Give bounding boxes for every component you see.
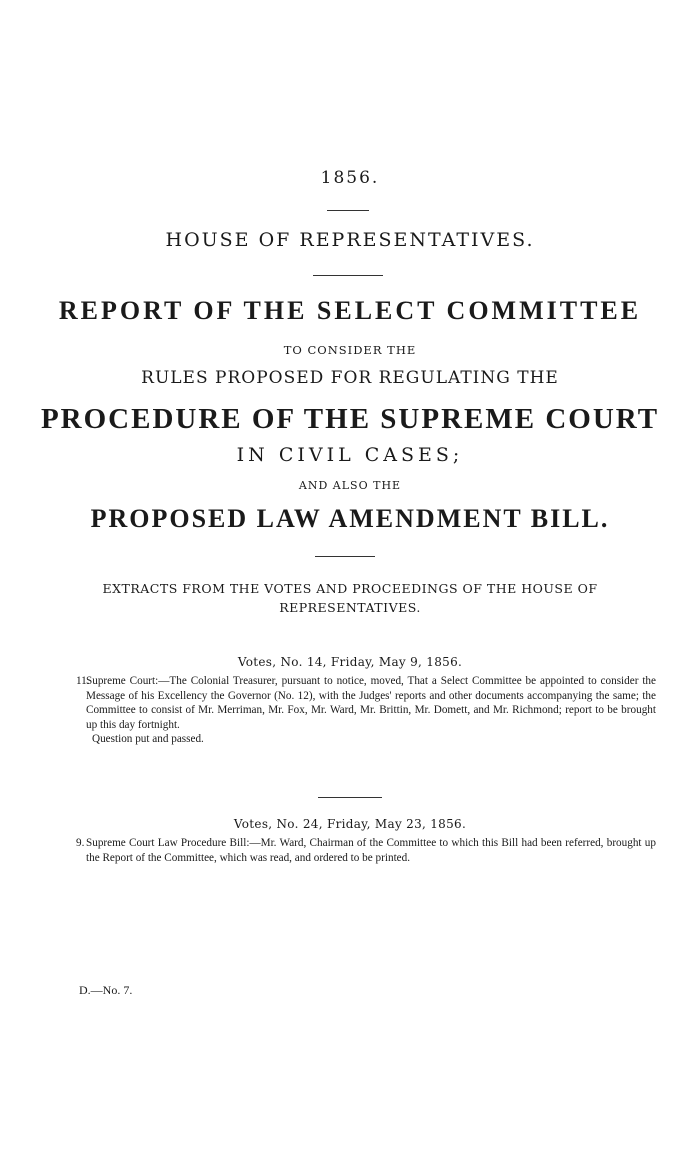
votes-entry [76, 674, 656, 747]
divider [318, 797, 382, 798]
extracts-heading [0, 579, 700, 617]
extracts-line-2: REPRESENTATIVES. [279, 600, 421, 615]
bill-title: PROPOSED LAW AMENDMENT BILL. [90, 504, 610, 533]
divider [315, 556, 375, 557]
year: 1856. [320, 168, 380, 188]
document-reference: D.—No. 7. [79, 983, 133, 997]
entry-number: 9. [76, 837, 85, 849]
votes-entry [76, 836, 656, 865]
extracts-line-1: EXTRACTS FROM THE VOTES AND PROCEEDINGS OF THE HOUSE OF [102, 581, 598, 596]
votes-heading: Votes, No. 24, Friday, May 23, 1856. [233, 817, 467, 831]
entry-text: Supreme Court:—The Colonial Treasurer, pursuant to notice, moved, That a Select Committee be appointed to consider the Message of his Excellency the Governor (No. 12), with the Judges' reports and other documents accompanying the same; the Committee to consist of Mr. Merriman, Mr. Fox, Mr. Ward, Mr. Brittin, Mr. Domett, and Mr. Richmond; report to be brought up this day fortnight. [86, 675, 656, 731]
civil-cases-line: IN CIVIL CASES; [236, 444, 464, 466]
divider [327, 210, 369, 211]
title-subline: TO CONSIDER THE [283, 343, 417, 357]
entry-number: 11. [76, 675, 90, 687]
procedure-title: PROCEDURE OF THE SUPREME COURT [40, 403, 660, 435]
entry-text: Supreme Court Law Procedure Bill:—Mr. Ward, Chairman of the Committee to which this Bill had been referred, brought up the Report of the Committee, which was read, and ordered to be printed. [86, 837, 656, 864]
title-rules-line: RULES PROPOSED FOR REGULATING THE [141, 368, 559, 388]
title-and-also: AND ALSO THE [298, 479, 402, 492]
entry-note: Question put and passed. [92, 733, 204, 745]
report-title: REPORT OF THE SELECT COMMITTEE [58, 296, 642, 325]
house-heading: HOUSE OF REPRESENTATIVES. [165, 229, 535, 251]
divider [313, 275, 383, 276]
votes-heading: Votes, No. 14, Friday, May 9, 1856. [237, 655, 463, 669]
